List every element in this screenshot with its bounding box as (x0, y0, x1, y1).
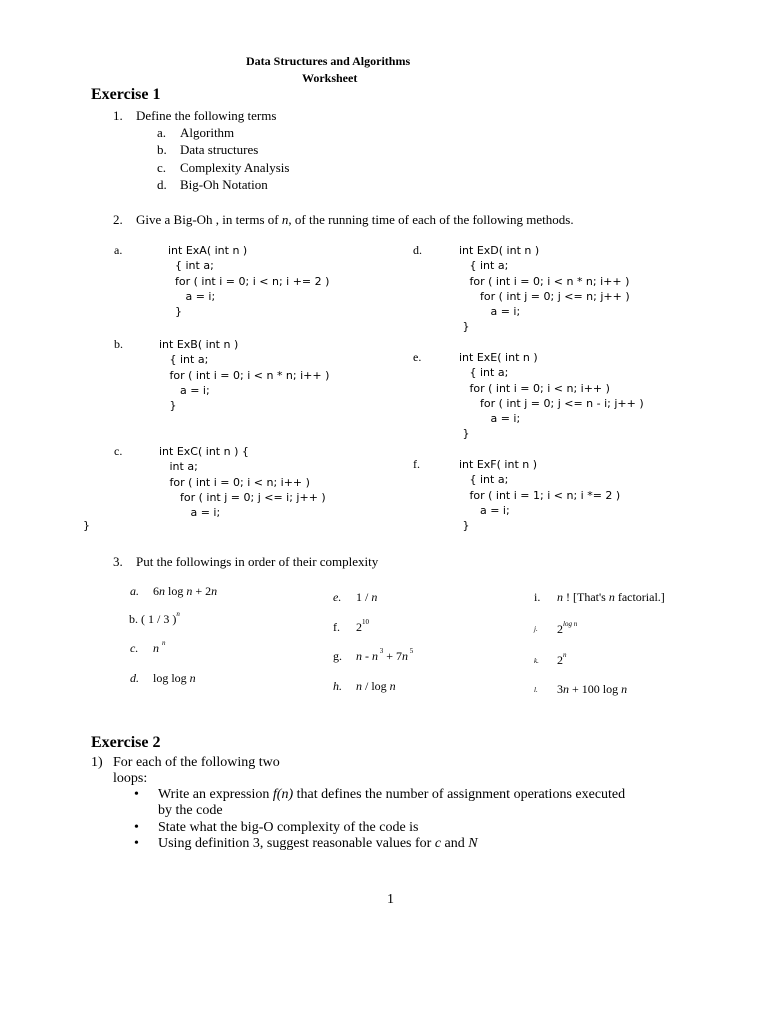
complexity-label-d: d. (130, 671, 139, 685)
document-title: Data Structures and Algorithms (246, 54, 411, 68)
exercise-2-heading: Exercise 2 (91, 734, 161, 751)
bullet: • (134, 787, 139, 802)
bullet-text-big-o: State what the big-O complexity of the code is (158, 820, 419, 835)
code-block-exe: int ExE( int n ) { int a; for ( int i = 0; i < n; i++ ) for ( int j = 0; j <= n - i; j++ ) a = i; } (459, 351, 644, 441)
bullet: • (134, 836, 139, 851)
method-label-b: b. (114, 337, 123, 351)
complexity-label-f: f. (333, 620, 340, 634)
list-item: Complexity Analysis (180, 160, 290, 175)
complexity-item-f: $2^{10}$ (356, 618, 369, 634)
q3-text: Put the followings in order of their complexity (136, 554, 379, 569)
method-label-e: e. (413, 350, 422, 364)
list-item: Big-Oh Notation (180, 177, 268, 192)
q2-number: 2. (113, 212, 123, 227)
complexity-label-j: j. (534, 625, 538, 633)
complexity-item-c: n $^n$ (153, 639, 166, 655)
complexity-item-h: n / log n (356, 679, 396, 693)
list-item-label: b. (157, 142, 167, 157)
bullet-text-definition: Using definition 3, suggest reasonable values for c and N (158, 836, 478, 851)
ex2-q1-number: 1) (91, 755, 103, 770)
document-subtitle: Worksheet (302, 71, 358, 85)
method-label-a: a. (114, 243, 123, 257)
complexity-item-g: n - n $^3$ + 7n $^5$ (356, 647, 414, 663)
complexity-item-b: b. ( 1 / 3 )$^n$ (129, 610, 180, 626)
page-number: 1 (387, 892, 394, 907)
ex2-q1-text-line2: loops: (113, 771, 148, 786)
list-item: Algorithm (180, 125, 235, 140)
complexity-label-a: a. (130, 584, 139, 598)
list-item-label: c. (157, 160, 167, 175)
complexity-label-l: l. (534, 686, 538, 694)
q1-number: 1. (113, 108, 123, 123)
list-item: Data structures (180, 142, 259, 157)
code-block-exd: int ExD( int n ) { int a; for ( int i = 0; i < n * n; i++ ) for ( int j = 0; j <= n; j++ ) a = i; } (459, 244, 630, 334)
code-block-exc: int ExC( int n ) { int a; for ( int i = 0; i < n; i++ ) for ( int j = 0; j <= i; j++ ) a = i; (159, 445, 326, 520)
complexity-item-e: 1 / n (356, 590, 378, 604)
code-block-exf: int ExF( int n ) { int a; for ( int i = 1; i < n; i *= 2 ) a = i; } (459, 458, 621, 533)
complexity-label-c: c. (130, 641, 139, 655)
complexity-item-a: 6n log n + 2n (153, 584, 218, 598)
complexity-item-d: log log n (153, 671, 196, 685)
method-label-d: d. (413, 243, 422, 257)
q2-text: Give a Big-Oh , in terms of n, of the running time of each of the following methods. (136, 212, 574, 227)
q3-number: 3. (113, 554, 123, 569)
complexity-item-k: 2$^n$ (557, 651, 567, 667)
list-item-label: a. (157, 125, 167, 140)
bullet-text-expression-cont: by the code (158, 803, 223, 818)
stray-closing-brace: } (83, 519, 90, 532)
complexity-item-l: 3n + 100 log n (557, 682, 628, 696)
complexity-label-g: g. (333, 649, 342, 663)
complexity-item-i: n ! [That's n factorial.] (557, 590, 665, 604)
complexity-item-j: $2^{log n}$ (557, 620, 578, 636)
exercise-1-heading: Exercise 1 (91, 86, 161, 103)
complexity-label-i: i. (534, 590, 541, 604)
method-label-c: c. (114, 444, 123, 458)
bullet: • (134, 820, 139, 835)
complexity-label-h: h. (333, 679, 342, 693)
method-label-f: f. (413, 457, 420, 471)
q1-text: Define the following terms (136, 108, 277, 123)
code-block-exb: int ExB( int n ) { int a; for ( int i = 0; i < n * n; i++ ) a = i; } (159, 338, 330, 413)
bullet-text-expression: Write an expression f(n) that defines the number of assignment operations executed (158, 787, 626, 802)
list-item-label: d. (157, 177, 167, 192)
complexity-label-k: k. (534, 657, 539, 665)
complexity-label-e: e. (333, 590, 342, 604)
ex2-q1-text-line1: For each of the following two (113, 755, 280, 770)
code-block-exa: int ExA( int n ) { int a; for ( int i = 0; i < n; i += 2 ) a = i; } (168, 244, 330, 319)
